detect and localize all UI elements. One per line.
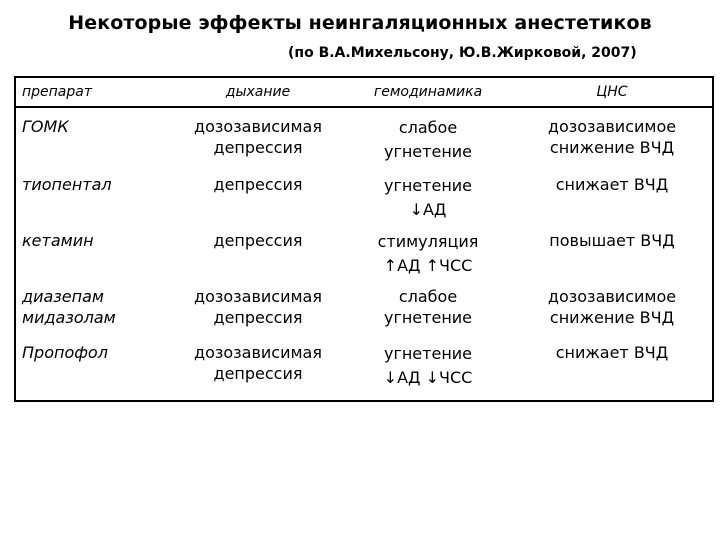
hemodynamics-cell: слабое угнетение [383, 118, 473, 161]
cns-cell: дозозависимое снижение ВЧД [547, 117, 677, 157]
drug-cell: диазепам мидазолам [22, 287, 116, 327]
hemodynamics-cell: угнетение ↓АД [383, 176, 473, 219]
hemodynamics-cell: угнетение ↓АД ↓ЧСС [383, 344, 473, 387]
table-row [15, 334, 713, 401]
table-row [15, 107, 713, 166]
cns-cell: снижает ВЧД [555, 343, 669, 362]
drug-cell: кетамин [22, 231, 94, 250]
header-cell-drug: препарат [15, 77, 172, 107]
table-header-row [15, 77, 713, 107]
drug-cell: Пропофол [22, 343, 108, 362]
breathing-cell: дозозависимая депрессия [194, 343, 322, 383]
breathing-cell: дозозависимая депрессия [194, 287, 322, 327]
cns-cell: снижает ВЧД [555, 175, 669, 194]
cns-cell: дозозависимое снижение ВЧД [547, 287, 677, 327]
header-cell-hemodynamics: гемодинамика [344, 77, 512, 107]
table-row [15, 278, 713, 334]
hemodynamics-cell: слабое угнетение [383, 287, 473, 327]
drug-cell: ГОМК [22, 117, 69, 136]
breathing-cell: дозозависимая депрессия [194, 117, 322, 157]
table-row [15, 222, 713, 278]
header-cell-breathing: дыхание [172, 77, 344, 107]
breathing-cell: депрессия [213, 231, 303, 250]
table-row [15, 166, 713, 222]
drug-cell: тиопентал [22, 175, 112, 194]
page-title: Некоторые эффекты неингаляционных анестетиков [68, 12, 652, 34]
page-subtitle: (по В.А.Михельсону, Ю.В.Жирковой, 2007) [288, 45, 637, 61]
header-cell-cns: ЦНС [512, 77, 713, 107]
effects-table [14, 76, 714, 402]
hemodynamics-cell: стимуляция ↑АД ↑ЧСС [377, 232, 479, 275]
breathing-cell: депрессия [213, 175, 303, 194]
cns-cell: повышает ВЧД [549, 231, 675, 250]
